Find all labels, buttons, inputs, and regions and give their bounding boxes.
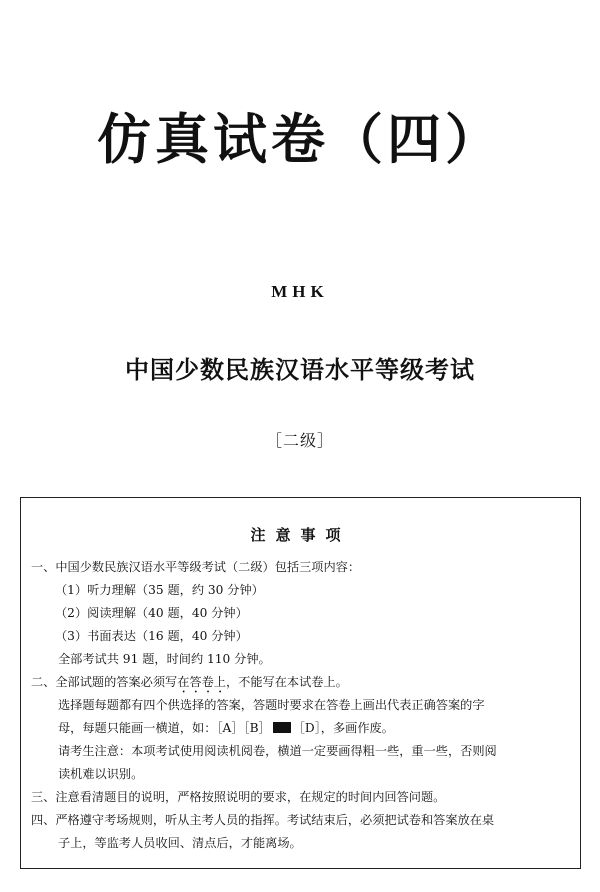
- notice-box: [20, 497, 581, 869]
- notice-item-2-line: [31, 674, 348, 696]
- notice-item-2-example-pre: 母，每题只能画一横道，如：［A］［B］: [58, 721, 271, 735]
- exam-level: ［二级］: [265, 431, 334, 450]
- exam-name: 中国少数民族汉语水平等级考试: [125, 355, 475, 384]
- notice-item-2-choice-line: 选择题每题都有四个供选择的答案，答题时要求在答卷上画出代表正确答案的字: [58, 698, 485, 712]
- notice-item-2-example-post: ［D］，多画作废。: [292, 721, 394, 735]
- notice-item-2-pre: 二、全部试题的答案必须写: [31, 675, 178, 689]
- filled-answer-mark-icon: [273, 722, 291, 733]
- notice-item-1-total: 全部考试共 91 题，时间约 110 分钟。: [58, 652, 271, 666]
- notice-item-1-part: （1）听力理解（35 题，约 30 分钟）: [55, 583, 264, 597]
- exam-abbreviation: MHK: [271, 282, 329, 301]
- notice-item-2-post: ，不能写在本试卷上。: [226, 675, 348, 689]
- notice-heading: 注意事项: [250, 526, 351, 544]
- notice-item-4-line: 子上，等监考人员收回、清点后，才能离场。: [58, 836, 302, 850]
- notice-item-4-line: 四、严格遵守考场规则，听从主考人员的指挥。考试结束后，必须把试卷和答案放在桌: [31, 813, 495, 827]
- notice-item-1-part: （2）阅读理解（40 题，40 分钟）: [55, 606, 248, 620]
- notice-item-2-example-line: [58, 720, 394, 736]
- notice-item-2-emphasis: 在答卷上: [177, 675, 226, 689]
- notice-item-1-part: （3）书面表达（16 题，40 分钟）: [55, 629, 248, 643]
- notice-item-1-intro: 一、中国少数民族汉语水平等级考试（二级）包括三项内容：: [31, 560, 361, 574]
- notice-item-2-reader-line: 请考生注意：本项考试使用阅读机阅卷，横道一定要画得粗一些，重一些，否则阅: [58, 744, 497, 758]
- notice-item-2-reader-line: 读机难以识别。: [58, 767, 144, 781]
- notice-item-3: 三、注意看清题目的说明，严格按照说明的要求，在规定的时间内回答问题。: [31, 790, 446, 804]
- page-title: 仿真试卷（四）: [97, 108, 503, 171]
